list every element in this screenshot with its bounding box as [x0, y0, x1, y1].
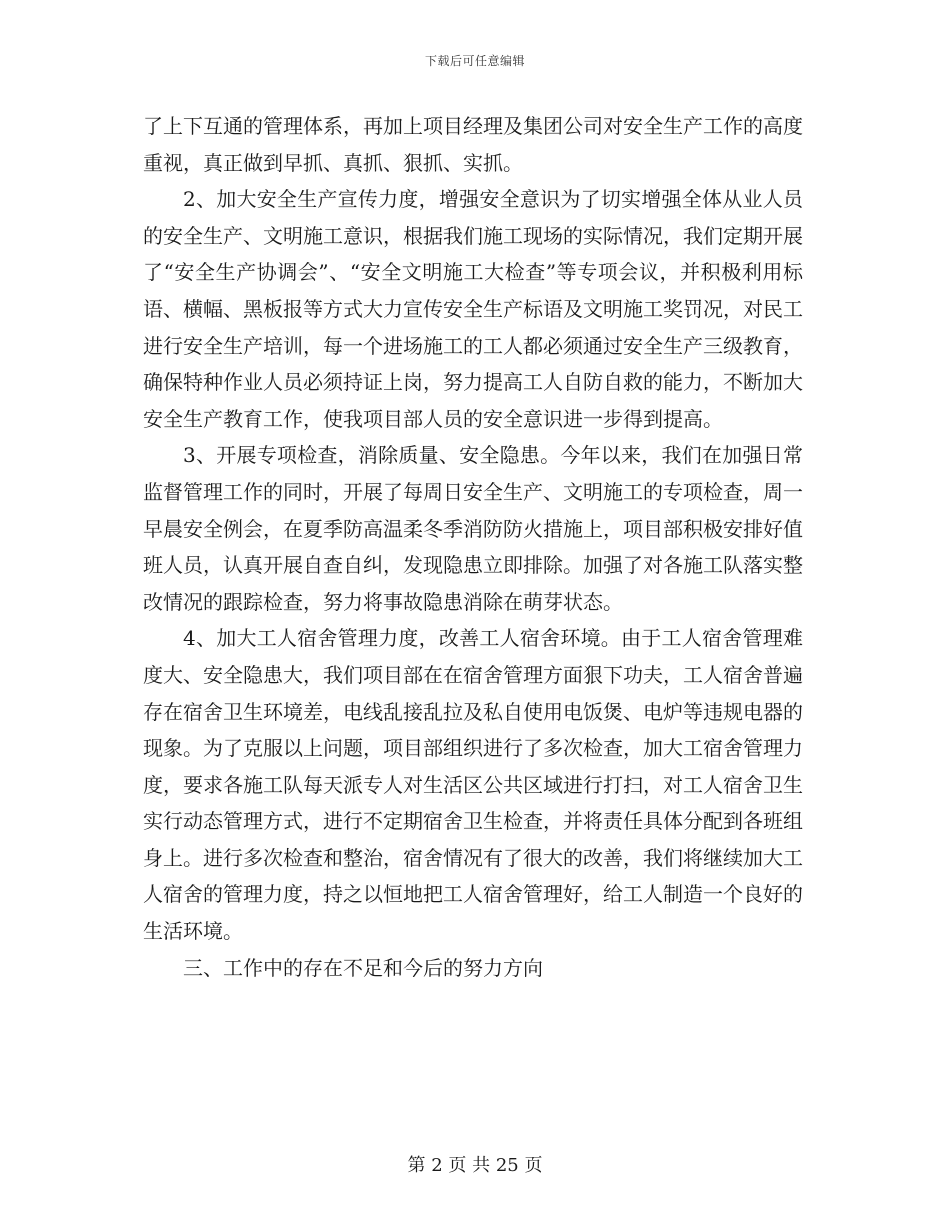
- document-body: [143, 108, 803, 986]
- page-number-text: 第 2 页 共 25 页: [407, 1155, 543, 1176]
- section-heading-3: 三、工作中的存在不足和今后的努力方向: [183, 955, 543, 980]
- page-header: 下载后可任意编辑: [424, 54, 525, 68]
- paragraph-item-4: 4、加大工人宿舍管理力度，改善工人宿舍环境。由于工人宿舍管理难度大、安全隐患大，我们项目部在在宿舍管理方面狠下功夫，工人宿舍普遍存在宿舍卫生环境差，电线乱接乱拉及私自使用电饭煲、电炉等违规电器的现象。为了克服以上问题，项目部组织进行了多次检查，加大工宿舍管理力度，要求各施工队每天派专人对生活区公共区域进行打扫，对工人宿舍卫生实行动态管理方式，进行不定期宿舍卫生检查，并将责任具体分配到各班组身上。进行多次检查和整治，宿舍情况有了很大的改善，我们将继续加大工人宿舍的管理力度，持之以恒地把工人宿舍管理好，给工人制造一个良好的生活环境。: [143, 626, 803, 944]
- paragraph-continuation: 了上下互通的管理体系，再加上项目经理及集团公司对安全生产工作的高度重视，真正做到早抓、真抓、狠抓、实抓。: [143, 114, 803, 175]
- paragraph-item-2: 2、加大安全生产宣传力度，增强安全意识为了切实增强全体从业人员的安全生产、文明施工意识，根据我们施工现场的实际情况，我们定期开展了“安全生产协调会”、“安全文明施工大检查”等专项会议，并积极利用标语、横幅、黑板报等方式大力宣传安全生产标语及文明施工奖罚况，对民工进行安全生产培训，每一个进场施工的工人都必须通过安全生产三级教育，确保特种作业人员必须持证上岗，努力提高工人自防自救的能力，不断加大安全生产教育工作，使我项目部人员的安全意识进一步得到提高。: [143, 187, 803, 431]
- paragraph-item-3: 3、开展专项检查，消除质量、安全隐患。今年以来，我们在加强日常监督管理工作的同时，开展了每周日安全生产、文明施工的专项检查，周一早晨安全例会，在夏季防高温柔冬季消防防火措施上，项目部积极安排好值班人员，认真开展自查自纠，发现隐患立即排除。加强了对各施工队落实整改情况的跟踪检查，努力将事故隐患消除在萌芽状态。: [143, 443, 803, 614]
- page-number-footer: [0, 1151, 950, 1177]
